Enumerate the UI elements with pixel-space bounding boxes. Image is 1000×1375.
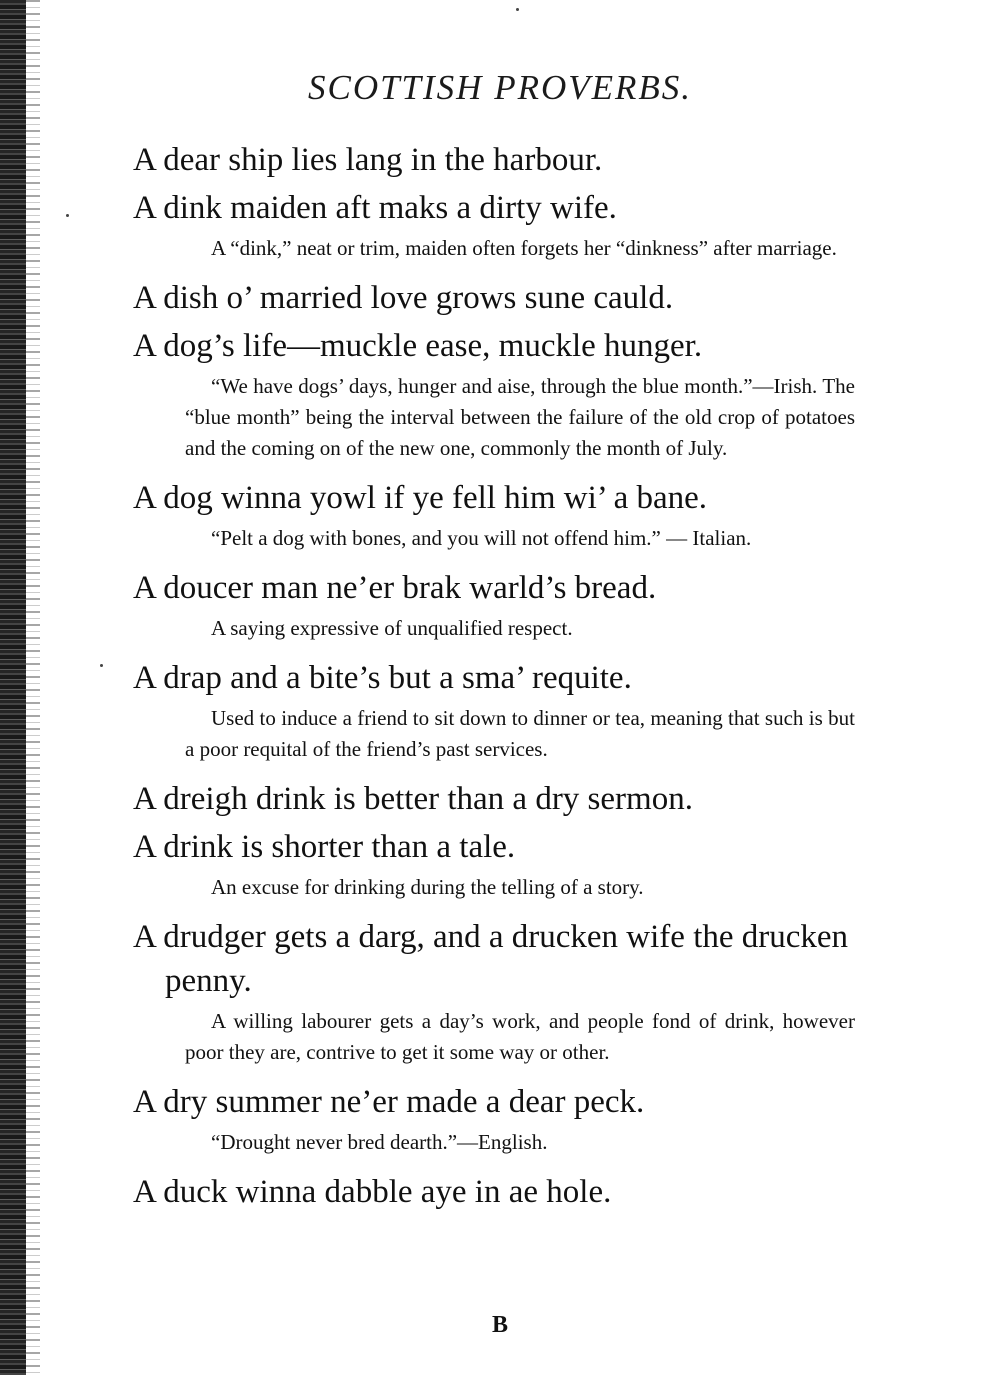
proverb-entry bbox=[133, 566, 855, 644]
paper-speck bbox=[516, 8, 519, 11]
book-spine-shadow bbox=[0, 0, 26, 1375]
paper-speck bbox=[100, 664, 103, 667]
proverb-entry bbox=[133, 1080, 855, 1158]
proverb-note: A saying expressive of unqualified respect. bbox=[211, 616, 573, 640]
proverb-text: A drudger gets a darg, and a drucken wife the drucken penny. bbox=[133, 919, 849, 999]
proverb-note: Used to induce a friend to sit down to dinner or tea, meaning that such is but a poor requital of the friend’s past services. bbox=[185, 706, 855, 761]
proverb-note: An excuse for drinking during the telling of a story. bbox=[211, 875, 644, 899]
proverb-text: A duck winna dabble aye in ae hole. bbox=[133, 1174, 612, 1210]
proverb-entry bbox=[133, 825, 855, 903]
proverb-text: A dreigh drink is better than a dry sermon. bbox=[133, 781, 693, 817]
proverb-text: A dog winna yowl if ye fell him wi’ a bane. bbox=[133, 480, 708, 516]
proverb-note: A willing labourer gets a day’s work, and people fond of drink, however poor they are, contrive to get it some way or other. bbox=[185, 1009, 855, 1064]
running-head: SCOTTISH PROVERBS. bbox=[307, 68, 693, 107]
proverb-entry bbox=[133, 656, 855, 765]
proverb-text: A dink maiden aft maks a dirty wife. bbox=[133, 190, 617, 226]
paper-speck bbox=[66, 214, 69, 217]
proverb-list bbox=[133, 138, 855, 1218]
proverb-entry bbox=[133, 186, 855, 264]
proverb-note: A “dink,” neat or trim, maiden often forgets her “dinkness” after marriage. bbox=[211, 236, 837, 260]
proverb-text: A doucer man ne’er brak warld’s bread. bbox=[133, 570, 657, 606]
proverb-entry bbox=[133, 276, 855, 320]
proverb-note: “We have dogs’ days, hunger and aise, through the blue month.”—Irish. The “blue month” being the interval between the failure of the old crop of potatoes and the coming on of the new one, commonly the month of July. bbox=[185, 374, 855, 460]
proverb-text: A dog’s life—muckle ease, muckle hunger. bbox=[133, 328, 703, 364]
proverb-entry bbox=[133, 1170, 855, 1214]
proverb-entry bbox=[133, 324, 855, 464]
proverb-note: “Pelt a dog with bones, and you will not offend him.” — Italian. bbox=[211, 526, 752, 550]
proverb-text: A dear ship lies lang in the harbour. bbox=[133, 142, 603, 178]
proverb-text: A drap and a bite’s but a sma’ requite. bbox=[133, 660, 632, 696]
proverb-entry bbox=[133, 915, 855, 1068]
proverb-text: A dry summer ne’er made a dear peck. bbox=[133, 1084, 645, 1120]
proverb-entry bbox=[133, 777, 855, 821]
proverb-text: A dish o’ married love grows sune cauld. bbox=[133, 280, 674, 316]
signature-mark: B bbox=[491, 1312, 508, 1338]
proverb-entry bbox=[133, 476, 855, 554]
book-gutter-edge bbox=[26, 0, 40, 1375]
proverb-note: “Drought never bred dearth.”—English. bbox=[211, 1130, 548, 1154]
proverb-entry bbox=[133, 138, 855, 182]
proverb-text: A drink is shorter than a tale. bbox=[133, 829, 516, 865]
